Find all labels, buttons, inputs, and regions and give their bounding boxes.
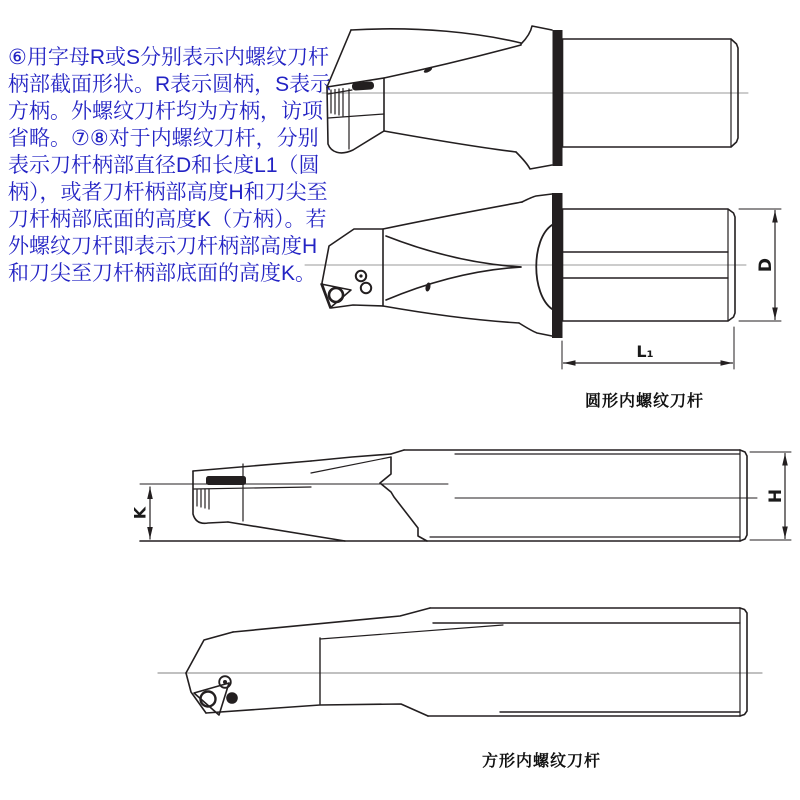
figure-round-tool-perspective [322, 26, 748, 169]
figure-square-tool-top [158, 608, 762, 716]
dim-label-H: H [766, 488, 786, 504]
caption-round-tool: 圆形内螺纹刀杆 [585, 393, 705, 410]
dim-label-L1: L₁ [636, 342, 654, 361]
notes-text: ⑥用字母R或S分别表示内螺纹刀杆柄部截面形状。R表示圆柄，S表示方柄。外螺纹刀杆均为方柄，访项省略。⑦⑧对于内螺纹刀杆，分别表示刀杆柄部直径D和长度L1（圆柄），或者刀杆柄部高度H和刀尖至刀杆柄部底面的高度K（方柄）。若外螺纹刀杆即表示刀杆柄部高度H和刀尖至刀杆柄部底面的高度K。 [8, 46, 332, 285]
caption-square-tool: 方形内螺纹刀杆 [482, 753, 602, 770]
dim-label-D: D [756, 257, 776, 273]
figure-square-tool-side [131, 450, 792, 541]
dim-label-K: K [130, 506, 150, 520]
figure-round-tool-side [305, 193, 781, 369]
